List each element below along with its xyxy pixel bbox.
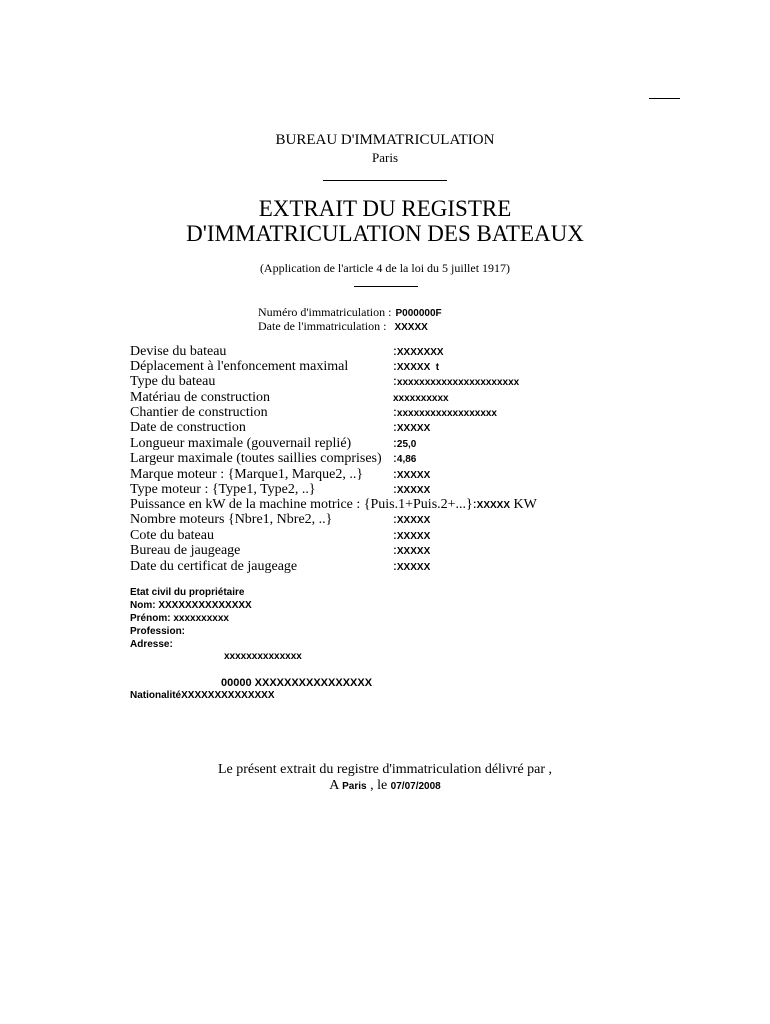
field-label: Marque moteur : {Marque1, Marque2, ..} <box>130 467 364 482</box>
document-title-line1: EXTRAIT DU REGISTRE <box>258 196 512 221</box>
field-label: Type du bateau <box>130 374 216 389</box>
law-rule <box>354 286 418 287</box>
field-label: Nombre moteurs {Nbre1, Nbre2, ..} <box>130 512 333 527</box>
field-label: Type moteur : {Type1, Type2, ..} <box>130 482 316 497</box>
footer-date: 07/07/2008 <box>390 781 441 792</box>
field-label: Chantier de construction <box>130 405 268 420</box>
field-value: :XXXXX t <box>393 359 440 374</box>
field-label: Devise du bateau <box>130 344 227 359</box>
registration-date-label: Date de l'immatriculation : <box>258 319 387 333</box>
field-value: :xxxxxxxxxxxxxxxxxxxxxx <box>393 374 520 389</box>
field-value: :XXXXX <box>393 512 431 527</box>
registration-date-value: XXXXX <box>394 322 428 333</box>
field-value: :4,86 <box>393 451 417 466</box>
field-value: :XXXXX <box>393 482 431 497</box>
field-value: :XXXXX <box>393 467 431 482</box>
field-label-power: Puissance en kW de la machine motrice : {Puis.1+Puis.2+...}:XXXXX KW <box>130 497 537 512</box>
owner-section-title: Etat civil du propriétaire <box>130 587 245 598</box>
field-value: :XXXXXXX <box>393 344 444 359</box>
field-label: Longueur maximale (gouvernail replié) <box>130 436 352 451</box>
field-label: Date de construction <box>130 420 246 435</box>
field-value: xxxxxxxxxx <box>393 393 449 404</box>
registration-number-label: Numéro d'immatriculation : <box>258 305 392 319</box>
header-rule <box>323 180 447 181</box>
field-value: :xxxxxxxxxxxxxxxxxx <box>393 405 497 420</box>
owner-prenom: Prénom: xxxxxxxxxx <box>130 613 229 624</box>
bureau-name: BUREAU D'IMMATRICULATION <box>275 132 495 148</box>
footer-city: Paris <box>342 781 367 792</box>
owner-profession: Profession: <box>130 626 186 637</box>
registration-number-value: P000000F <box>395 308 442 319</box>
owner-address-line2: 00000 XXXXXXXXXXXXXXXX <box>221 677 373 689</box>
law-reference: (Application de l'article 4 de la loi du 5 juillet 1917) <box>259 261 511 275</box>
bureau-city: Paris <box>372 150 398 165</box>
field-label: Largeur maximale (toutes saillies comprises) <box>130 451 382 466</box>
field-label: Bureau de jaugeage <box>130 543 241 558</box>
top-right-rule <box>649 98 680 99</box>
field-value: :XXXXX <box>393 420 431 435</box>
registration-date <box>258 317 428 335</box>
owner-nom: Nom: XXXXXXXXXXXXXX <box>130 600 252 611</box>
footer-statement: Le présent extrait du registre d'immatriculation délivré par , <box>217 762 553 777</box>
owner-adresse: Adresse: <box>130 639 173 650</box>
field-label: Déplacement à l'enfoncement maximal <box>130 359 349 374</box>
field-value: :XXXXX <box>393 559 431 574</box>
footer-place-date: A Paris , le 07/07/2008 <box>329 778 441 793</box>
field-label: Cote du bateau <box>130 528 214 543</box>
document-title-line2: D'IMMATRICULATION DES BATEAUX <box>186 221 584 246</box>
field-label: Date du certificat de jaugeage <box>130 559 298 574</box>
field-value: :XXXXX <box>393 543 431 558</box>
field-value: :XXXXX <box>393 528 431 543</box>
field-label: Matériau de construction <box>130 390 270 405</box>
owner-nationalite: NationalitéXXXXXXXXXXXXXX <box>130 690 275 701</box>
field-value: :25,0 <box>393 436 417 451</box>
owner-address-line1: xxxxxxxxxxxxxx <box>224 651 302 662</box>
